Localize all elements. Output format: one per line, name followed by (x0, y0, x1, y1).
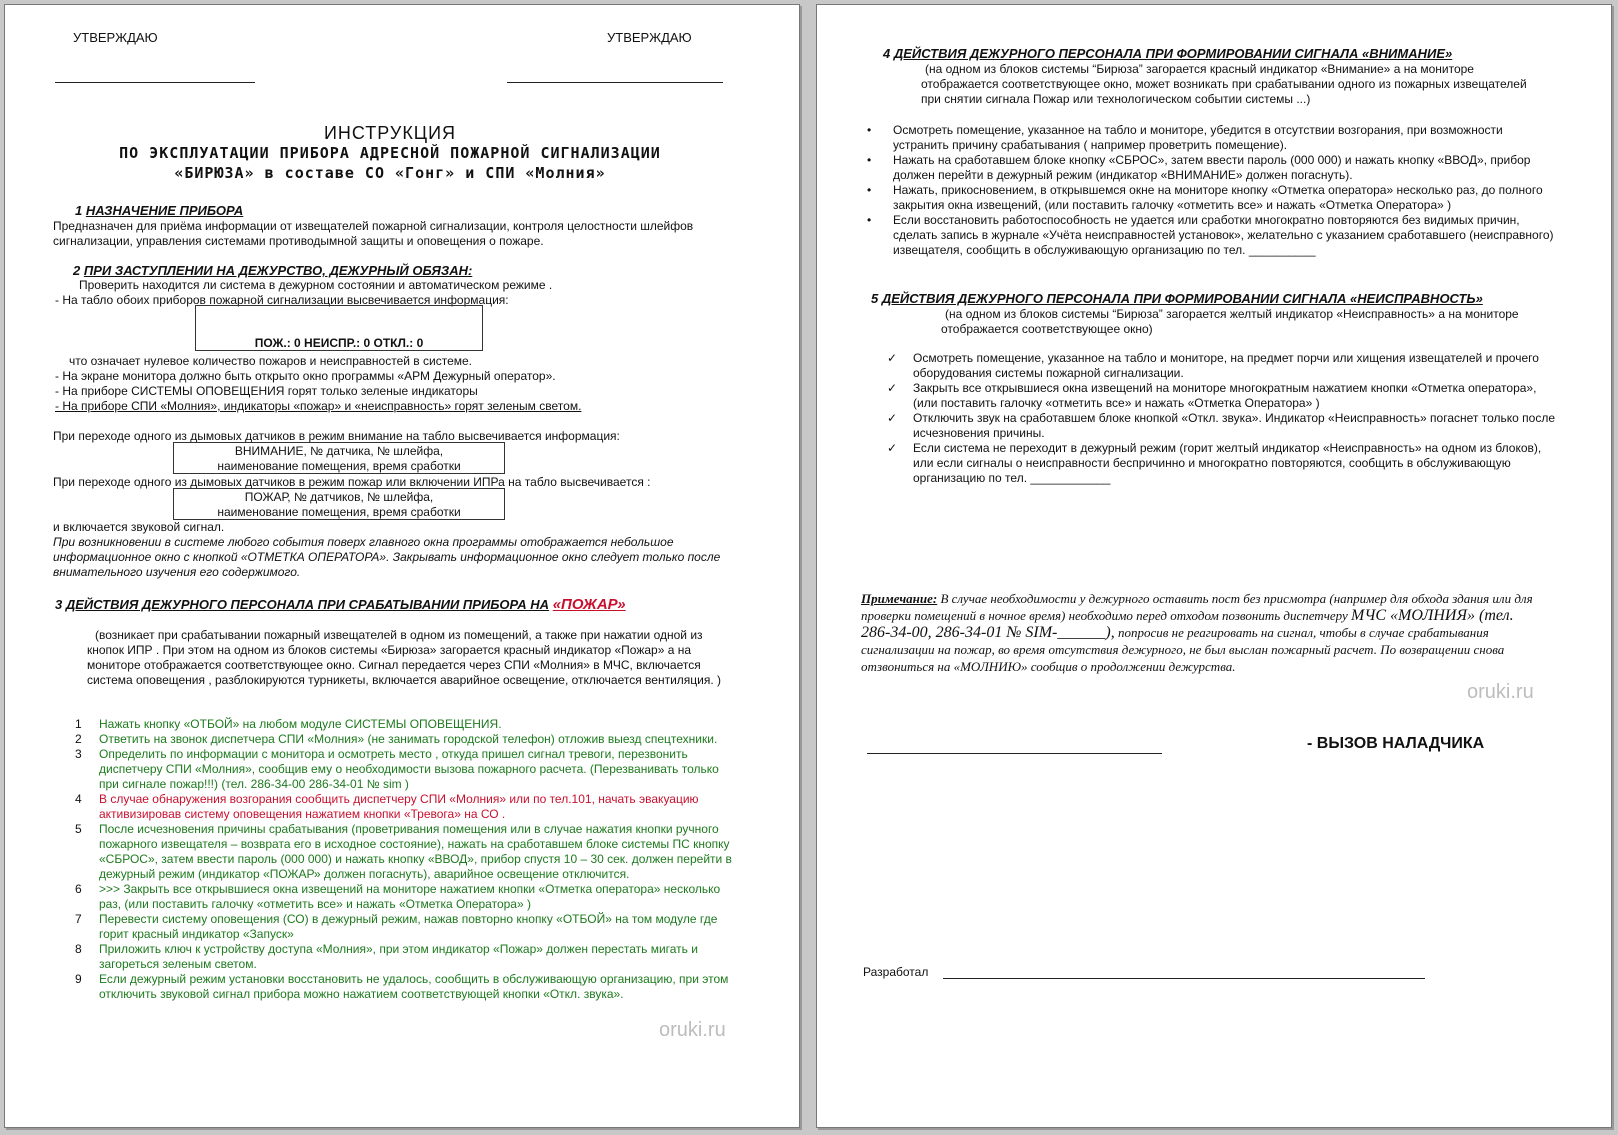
section-4-number: 4 (883, 46, 891, 61)
section-2-heading (73, 263, 472, 278)
section-1-title: НАЗНАЧЕНИЕ ПРИБОРА (85, 203, 244, 218)
document-title: ИНСТРУКЦИЯ (323, 123, 457, 143)
technician-signature-line (867, 753, 1162, 754)
note-label: Примечание: (861, 591, 938, 606)
attention-action-item (857, 153, 1557, 183)
section-2-line-5: - На приборе СИСТЕМЫ ОПОВЕЩЕНИЯ горят только зеленые индикаторы (55, 384, 478, 398)
call-technician-label: - ВЫЗОВ НАЛАДЧИКА (1307, 735, 1485, 752)
fire-step-number: 9 (75, 972, 82, 986)
fault-action-text: Осмотреть помещение, указанное на табло и мониторе, на предмет порчи или хищения извещателей и прочего оборудования системы пожарной сигнализации. (913, 351, 1539, 380)
fire-step-number: 3 (75, 747, 82, 761)
fault-action-text: Если система не переходит в дежурный режим (горит желтый индикатор «Неисправность» на одном из блоков), или если сигналы о неисправности беспричинно и многократно повторяются, сообщить в обслуживающую организацию по тел. ____________ (913, 441, 1542, 485)
fault-action-item (877, 441, 1557, 486)
document-subtitle-2: «БИРЮЗА» в составе СО «Гонг» и СПИ «Молния» (174, 164, 606, 182)
fire-display-box (173, 488, 505, 520)
bullet-icon: • (867, 153, 872, 167)
watermark-right: oruki.ru (1467, 681, 1534, 703)
right-page (816, 4, 1612, 1128)
section-1-number: 1 (75, 203, 83, 218)
note-block (861, 590, 1541, 675)
section-1-heading (75, 203, 243, 218)
fire-step-text: Ответить на звонок диспетчера СПИ «Молния» (не занимать городской телефон) отложив выезд спецтехники. (99, 732, 718, 746)
fire-step-text: После исчезновения причины срабатывания (проветривания помещения или в случае нажатия кнопки ручного пожарного извещателя – возврата его в исходное состояние), нажать на сработавшем блоке системы ПС кнопку «СБРОС», затем ввести пароль (000 000) и нажать кнопку «ВВОД», прибор спустя 10 – 30 сек. должен перейти в дежурный режим (индикатор «ПОЖАР» должен погаснуть), аварийное освещение отключится. (99, 822, 732, 881)
fire-step-number: 5 (75, 822, 82, 836)
section-2-line-4: - На экране монитора должно быть открыто окно программы «АРМ Дежурный оператор». (55, 369, 556, 383)
attention-action-item (857, 213, 1557, 258)
fire-step-text: В случае обнаружения возгорания сообщить диспетчеру СПИ «Молния» или по тел.101, начать эвакуацию активизировав систему оповещения нажатием кнопки «Тревога» на СО . (99, 792, 699, 821)
bullet-icon: • (867, 123, 872, 137)
redacted-box (1183, 727, 1307, 761)
section-5-number: 5 (871, 291, 879, 306)
fire-step-item (51, 912, 741, 942)
fire-step-text: >>> Закрыть все открывшиеся окна извещений на мониторе нажатием кнопки «Отметка оператора» несколько раз, (или поставить галочку «отметить все» и нажать «Отметка Оператора» ) (99, 882, 721, 911)
fire-step-number: 2 (75, 732, 82, 746)
section-4-title: ДЕЙСТВИЯ ДЕЖУРНОГО ПЕРСОНАЛА ПРИ ФОРМИРОВАНИИ СИГНАЛА «ВНИМАНИЕ» (893, 46, 1453, 61)
fire-box-line-2: наименование помещения, время сработки (217, 505, 461, 519)
fault-action-text: Отключить звук на сработавшем блоке кнопкой «Откл. звука». Индикатор «Неисправность» погаснет только после исчезновения причины. (913, 411, 1556, 440)
fire-step-text: Приложить ключ к устройству доступа «Молния», при этом индикатор «Пожар» должен перестать мигать и загореться зеленым светом. (99, 942, 698, 971)
section-4-intro: (на одном из блоков системы “Бирюза” загорается красный индикатор «Внимание» а на мониторе отображается соответствующее окно, может возникать при срабатывании одного из пожарных извещателей при снятии сигнала Пожар или технологическом событии системы ...) (921, 62, 1527, 106)
fire-step-item (51, 822, 741, 882)
section-3-intro: (возникает при срабатывании пожарный извещателей в одном из помещений, а также при нажатии одной из кнопок ИПР . При этом на одном из блоков системы «Бирюза» загорается красный индикатор «Пожар» а на мониторе отображается соответствующее окно. Сигнал передается через СПИ «Молния» в МЧС, включается система оповещения , разблокируются турникеты, включается аварийное освещение, отключается вентиляция. ) (87, 628, 722, 687)
signature-line-left (55, 82, 255, 83)
checkmark-icon: ✓ (887, 441, 898, 455)
fire-step-number: 4 (75, 792, 82, 806)
fault-actions-list (877, 351, 1557, 486)
section-1-text: Предназначен для приёма информации от извещателей пожарной сигнализации, контроля целостности шлейфов сигнализации, управления системами противодымной защиты и оповещения о пожаре. (53, 219, 694, 248)
fire-step-item (51, 942, 741, 972)
note-text-2: попросив не реагировать на сигнал, чтобы в случае срабатывания сигнализации на пожар, во время отсутствия дежурного, не был выслан пожарный расчет. По возвращении снова отзвониться на «МОЛНИЮ» сообщив о продолжении дежурства. (861, 625, 1505, 674)
bullet-icon: • (867, 213, 872, 227)
attention-action-text: Нажать на сработавшем блоке кнопку «СБРОС», затем ввести пароль (000 000) и нажать кнопку «ВВОД», прибор должен перейти в дежурный режим (индикатор «ВНИМАНИЕ» должен погаснуть). (893, 153, 1531, 182)
attention-box-line-2: наименование помещения, время сработки (217, 459, 461, 473)
section-2-line-2: - На табло обоих приборов пожарной сигнализации высвечивается информация: (55, 293, 509, 307)
section-5-heading (871, 291, 1483, 306)
attention-action-text: Если восстановить работоспособность не удается или сработки многократно повторяются без видимых причин, сделать запись в журнале «Учёта неисправностей установок», желательно с указанием сработавшего (неисправного) извещателя, сообщить в обслуживающую организацию по тел. __________ (893, 213, 1554, 257)
section-2-title: ПРИ ЗАСТУПЛЕНИИ НА ДЕЖУРСТВО, ДЕЖУРНЫЙ ОБЯЗАН: (83, 263, 473, 278)
checkmark-icon: ✓ (887, 381, 898, 395)
section-3-title: ДЕЙСТВИЯ ДЕЖУРНОГО ПЕРСОНАЛА ПРИ СРАБАТЫВАНИИ ПРИБОРА НА (65, 597, 550, 612)
fire-step-item (51, 792, 741, 822)
attention-action-text: Осмотреть помещение, указанное на табло и мониторе, убедится в отсутствии возгорания, при возможности устранить причину срабатывания ( например проветрить помещение). (893, 123, 1503, 152)
checkmark-icon: ✓ (887, 411, 898, 425)
fire-step-number: 7 (75, 912, 82, 926)
fire-step-number: 6 (75, 882, 82, 896)
section-2-line-1: Проверить находится ли система в дежурном состоянии и автоматическом режиме . (79, 278, 553, 292)
attention-action-item (857, 123, 1557, 153)
fire-step-text: Если дежурный режим установки восстановить не удалось, сообщить в обслуживающую организацию, при этом отключить звуковой сигнал прибора можно нажатием соответствующей кнопки «Откл. звука». (99, 972, 729, 1001)
fault-action-item (877, 381, 1557, 411)
checkmark-icon: ✓ (887, 351, 898, 365)
section-2-line-3: что означает нулевое количество пожаров и неисправностей в системе. (69, 354, 472, 368)
note-phone: МЧС «МОЛНИЯ» (тел. 286-34-00, 286-34-01 № SIM-______), (861, 607, 1514, 641)
fire-step-text: Перевести систему оповещения (СО) в дежурный режим, нажав повторно кнопку «ОТБОЙ» на том модуле где горит красный индикатор «Запуск» (99, 912, 718, 941)
fire-step-item (51, 882, 741, 912)
section-2-line-9: и включается звуковой сигнал. (53, 520, 225, 534)
attention-action-text: Нажать, прикосновением, в открывшемся окне на мониторе кнопку «Отметка оператора» несколько раз, до полного закрытия окна извещений, (или поставить галочку «отметить все» и нажать «Отметка Оператора» ) (893, 183, 1543, 212)
fault-action-item (877, 411, 1557, 441)
bullet-icon: • (867, 183, 872, 197)
attention-display-box (173, 442, 505, 474)
section-4-heading (883, 46, 1452, 61)
section-2-line-6: - На приборе СПИ «Молния», индикаторы «пожар» и «неисправность» горят зеленым светом. (55, 399, 582, 413)
fault-action-item (877, 351, 1557, 381)
fire-step-number: 8 (75, 942, 82, 956)
section-5-title: ДЕЙСТВИЯ ДЕЖУРНОГО ПЕРСОНАЛА ПРИ ФОРМИРОВАНИИ СИГНАЛА «НЕИСПРАВНОСТЬ» (881, 291, 1483, 306)
fire-step-number: 1 (75, 717, 82, 731)
document-subtitle-1: ПО ЭКСПЛУАТАЦИИ ПРИБОРА АДРЕСНОЙ ПОЖАРНОЙ СИГНАЛИЗАЦИИ (119, 144, 661, 162)
signature-line-right (507, 82, 723, 83)
fault-action-text: Закрыть все открывшиеся окна извещений на мониторе многократным нажатием кнопки «Отметка оператора», (или поставить галочку «отметить все» и нажать «Отметка Оператора» ) (913, 381, 1537, 410)
developed-by-line (943, 978, 1425, 979)
section-2-italic-note: При возникновении в системе любого события поверх главного окна программы отображается небольшое информационное окно с кнопкой «ОТМЕТКА ОПЕРАТОРА». Закрывать информационное окно следует только после внимательного изучения его содержимого. (53, 535, 721, 579)
attention-box-line-1: ВНИМАНИЕ, № датчика, № шлейфа, (234, 444, 444, 458)
section-2-number: 2 (73, 263, 81, 278)
fire-step-item (51, 732, 741, 747)
watermark-left: oruki.ru (659, 1019, 726, 1041)
fire-step-item (51, 717, 741, 732)
section-3-number: 3 (55, 597, 63, 612)
section-2-line-8: При переходе одного из дымовых датчиков в режим пожар или включении ИПРа на табло высвечивается : (53, 475, 651, 489)
attention-actions-list (857, 123, 1557, 258)
fire-box-line-1: ПОЖАР, № датчиков, № шлейфа, (244, 490, 434, 504)
section-5-intro: (на одном из блоков системы “Бирюза” загорается желтый индикатор «Неисправность» а на мониторе отображается соответствующее окно) (941, 307, 1519, 336)
section-3-title-fire: «ПОЖАР» (552, 596, 626, 613)
left-page (4, 4, 800, 1128)
display-panel-box (195, 305, 483, 351)
section-2-line-7: При переходе одного из дымовых датчиков в режим внимание на табло высвечивается информация: (53, 429, 620, 443)
note-text: В случае необходимости у дежурного оставить пост без присмотра (например для обхода здания или для проверки помещений в ночное время) необходимо перед отходом позвонить диспетчеру (861, 591, 1533, 623)
section-3-heading (55, 596, 626, 613)
attention-action-item (857, 183, 1557, 213)
fire-step-text: Определить по информации с монитора и осмотреть место , откуда пришел сигнал тревоги, перезвонить диспетчеру СПИ «Молния», сообщив ему о необходимости вызова пожарного расчета. (Перезванивать только при сигнале пожар!!!) (тел. 286-34-00 286-34-01 № sim ) (99, 747, 719, 791)
display-panel-text: ПОЖ.: 0 НЕИСПР.: 0 ОТКЛ.: 0 (254, 336, 424, 350)
fire-steps-list (51, 717, 741, 1002)
developed-by-label: Разработал (863, 965, 929, 979)
approve-label-left: УТВЕРЖДАЮ (73, 30, 158, 45)
approve-label-right: УТВЕРЖДАЮ (607, 30, 692, 45)
fire-step-text: Нажать кнопку «ОТБОЙ» на любом модуле СИСТЕМЫ ОПОВЕЩЕНИЯ. (99, 717, 502, 731)
fire-step-item (51, 972, 741, 1002)
fire-step-item (51, 747, 741, 792)
